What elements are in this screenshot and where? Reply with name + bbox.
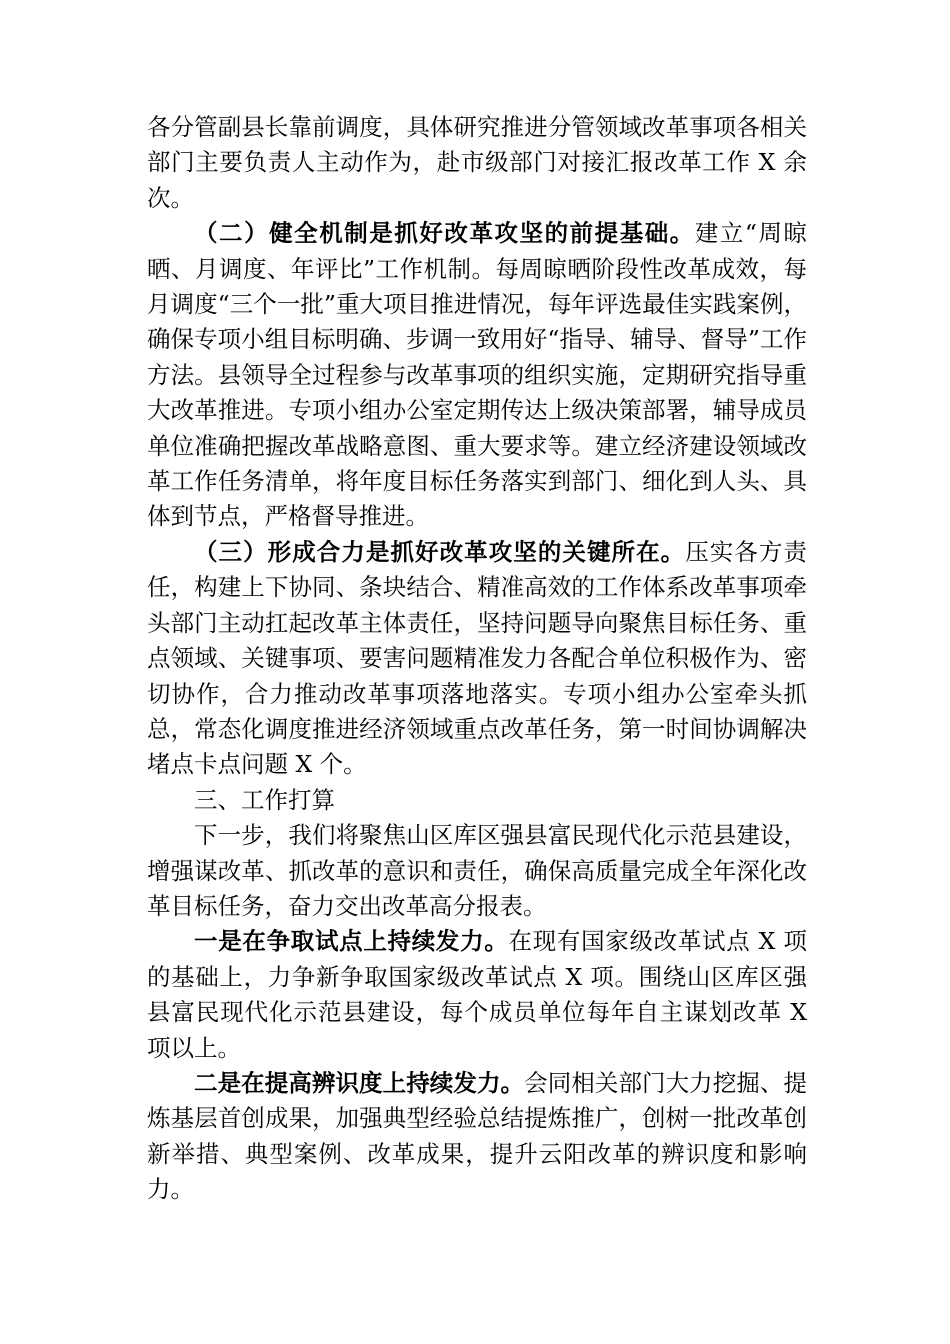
section-heading-work-plan	[147, 783, 807, 818]
paragraph-section-3	[147, 535, 807, 783]
section-3-text: 压实各方责任，构建上下协同、条块结合、精准高效的工作体系改革事项牵头部门主动扛起改革主体责任，坚持问题导向聚焦目标任务、重点领域、关键事项、要害问题精准发力各配合单位积极作为、密切协作，合力推动改革事项落地落实。专项小组办公室牵头抓总，常态化调度推进经济领域重点改革任务，第一时间协调解决堵点卡点问题 X 个。	[147, 537, 807, 779]
item-1-lead: 一是在争取试点上持续发力。	[194, 927, 509, 956]
item-2-text: 会同相关部门大力挖掘、提炼基层首创成果，加强典型经验总结提炼推广，创树一批改革创新举措、典型案例、改革成果，提升云阳改革的辨识度和影响力。	[147, 1068, 808, 1204]
item-2-lead: 二是在提高辨识度上持续发力。	[194, 1068, 525, 1097]
paragraph-item-1	[147, 924, 807, 1066]
next-step-text: 下一步，我们将聚焦山区库区强县富民现代化示范县建设，增强谋改革、抓改革的意识和责任，确保高质量完成全年深化改革目标任务，奋力交出改革高分报表。	[147, 821, 807, 920]
paragraph-continued	[147, 110, 807, 216]
paragraph-next-step	[147, 818, 807, 924]
paragraph-item-2	[147, 1066, 807, 1208]
paragraph-section-2	[147, 216, 807, 535]
heading-text: 三、工作打算	[194, 785, 335, 814]
document-page	[147, 110, 807, 1208]
section-2-text: 建立“周晾晒、月调度、年评比”工作机制。每周晾晒阶段性改革成效，每月调度“三个一批”重大项目推进情况，每年评选最佳实践案例，确保专项小组目标明确、步调一致用好“指导、辅导、督导”工作方法。县领导全过程参与改革事项的组织实施，定期研究指导重大改革推进。专项小组办公室定期传达上级决策部署，辅导成员单位准确把握改革战略意图、重大要求等。建立经济建设领域改革工作任务清单，将年度目标任务落实到部门、细化到人头、具体到节点，严格督导推进。	[147, 219, 808, 531]
section-2-lead: （二）健全机制是抓好改革攻坚的前提基础。	[194, 219, 695, 248]
section-3-lead: （三）形成合力是抓好改革攻坚的关键所在。	[194, 537, 686, 566]
item-1-text: 在现有国家级改革试点 X 项的基础上，力争新争取国家级改革试点 X 项。围绕山区库区强县富民现代化示范县建设，每个成员单位每年自主谋划改革 X 项以上。	[147, 927, 808, 1062]
paragraph-text: 各分管副县长靠前调度，具体研究推进分管领域改革事项各相关部门主要负责人主动作为，赴市级部门对接汇报改革工作 X 余次。	[147, 113, 807, 212]
